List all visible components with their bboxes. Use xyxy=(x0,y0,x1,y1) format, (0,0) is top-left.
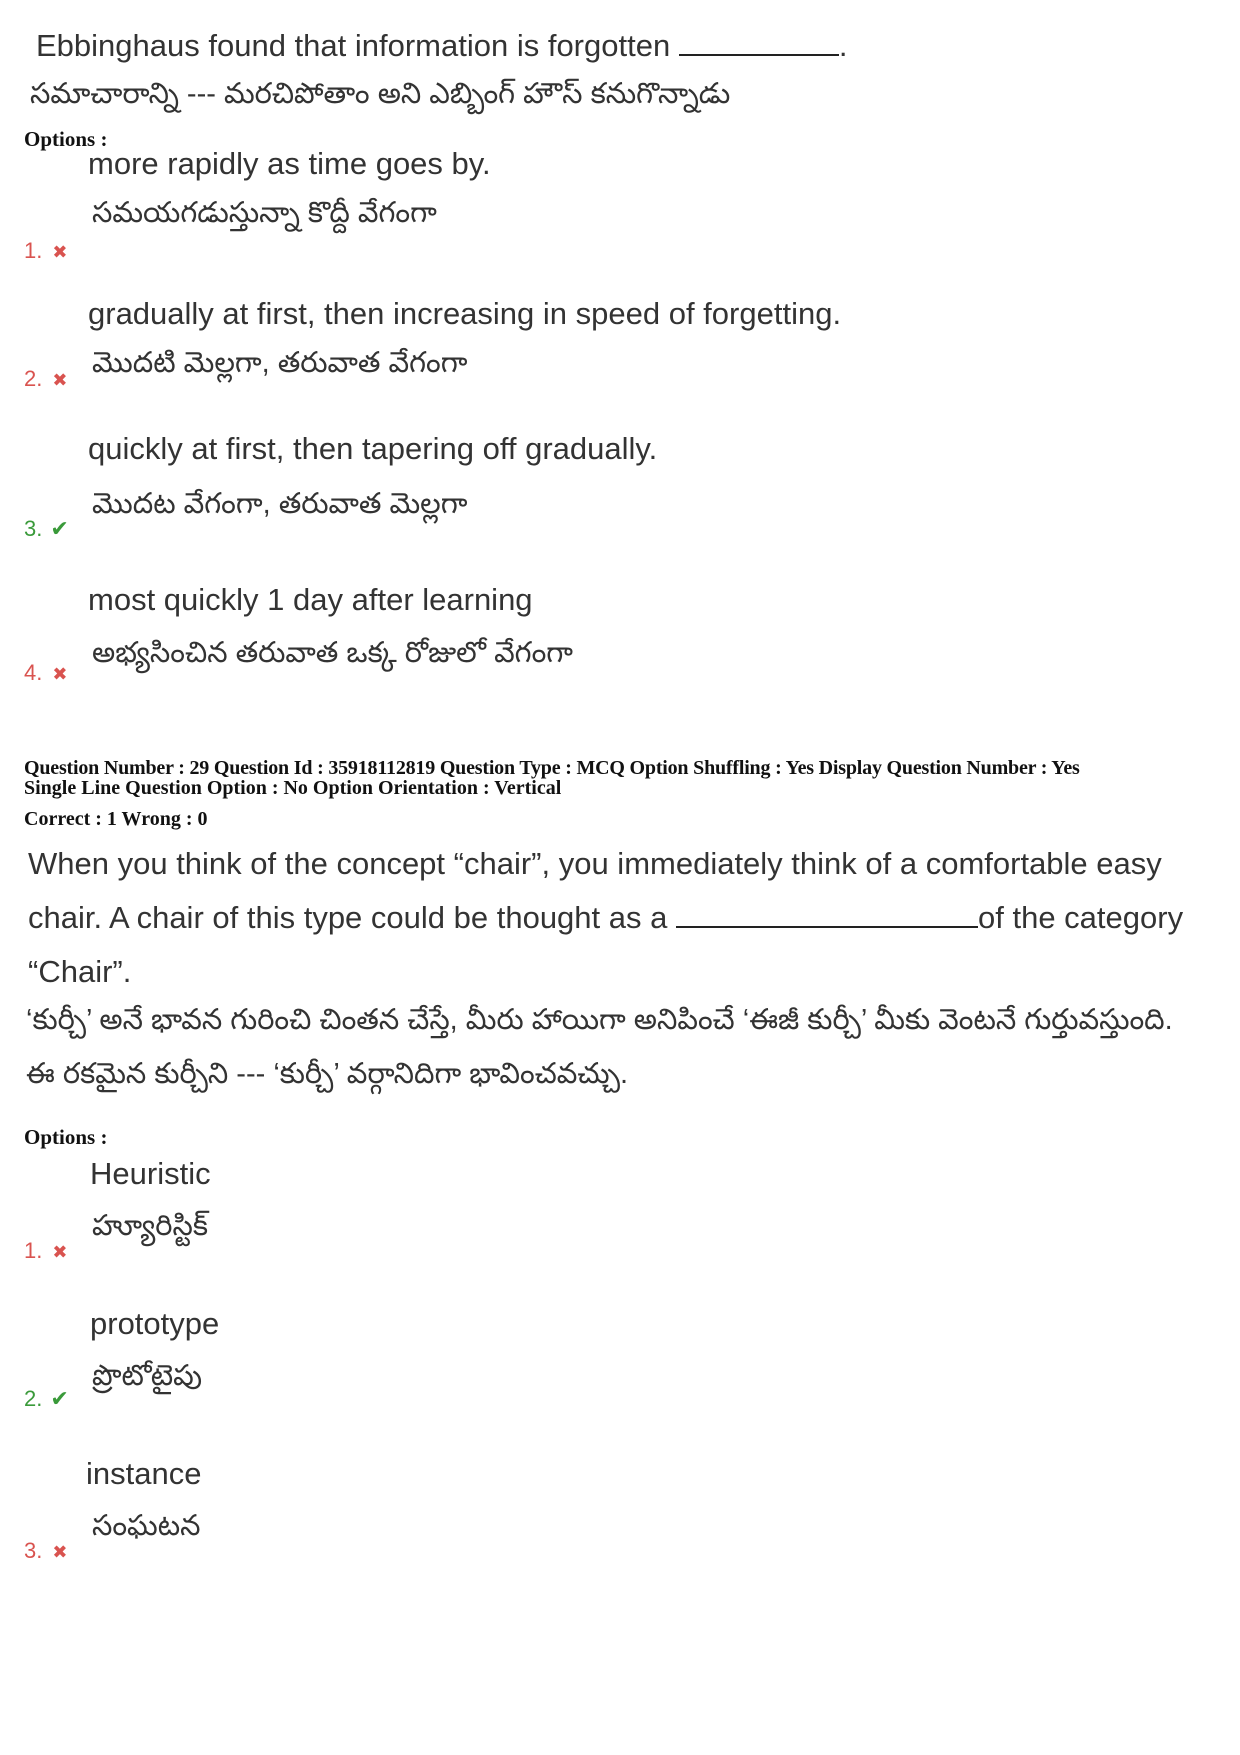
option-number: 2. xyxy=(24,1386,43,1411)
option-2-text-en: prototype xyxy=(90,1306,220,1341)
option-4-status xyxy=(24,660,67,686)
wrong-mark-icon: ✖ xyxy=(52,1242,68,1262)
option-number: 2. xyxy=(24,366,43,391)
options-label: Options : xyxy=(24,127,108,151)
question-29-stem-en-line3: “Chair”. xyxy=(28,954,132,989)
check-mark-icon: ✔ xyxy=(50,516,69,541)
option-3-text-te: మొదట వేగంగా, తరువాత మెల్లగా xyxy=(92,488,468,520)
option-1-status xyxy=(24,1238,67,1264)
option-3-text-en: instance xyxy=(86,1456,202,1491)
question-29-marks: Correct : 1 Wrong : 0 xyxy=(24,808,208,830)
option-2-text-te: ప్రొటోటైపు xyxy=(92,1360,203,1392)
wrong-mark-icon: ✖ xyxy=(52,664,68,684)
option-3-text-en: quickly at first, then tapering off gradually. xyxy=(88,431,658,466)
option-1-text-en: more rapidly as time goes by. xyxy=(88,146,491,181)
option-4-text-en: most quickly 1 day after learning xyxy=(88,582,533,617)
option-4-text-te: అభ్యసించిన తరువాత ఒక్క రోజులో వేగంగా xyxy=(92,637,574,669)
option-number: 4. xyxy=(24,660,43,685)
option-1-status xyxy=(24,238,67,264)
wrong-mark-icon: ✖ xyxy=(52,1542,68,1562)
option-1-text-te: సమయగడుస్తున్నా కొద్దీ వేగంగా xyxy=(92,197,437,229)
option-3-status xyxy=(24,1538,67,1564)
question-29-stem-en-line2: chair. A chair of this type could be thought as a of the category xyxy=(28,900,1184,935)
option-2-status xyxy=(24,1386,69,1412)
option-number: 3. xyxy=(24,516,43,541)
wrong-mark-icon: ✖ xyxy=(52,242,68,262)
options-label: Options : xyxy=(24,1125,108,1149)
option-number: 1. xyxy=(24,238,43,263)
option-1-text-en: Heuristic xyxy=(90,1156,211,1191)
question-29-stem-en-line1: When you think of the concept “chair”, you immediately think of a comfortable easy xyxy=(28,846,1162,881)
answer-blank xyxy=(679,30,839,56)
question-29-meta-line2: Single Line Question Option : No Option Orientation : Vertical xyxy=(24,777,562,799)
question-29-meta-line1: Question Number : 29 Question Id : 35918112819 Question Type : MCQ Option Shuffling : Yes Display Question Number : Yes xyxy=(24,757,1080,779)
option-number: 3. xyxy=(24,1538,43,1563)
option-2-status xyxy=(24,366,67,392)
answer-blank xyxy=(676,902,978,928)
option-1-text-te: హ్యూరిస్టిక్ xyxy=(92,1210,209,1242)
option-3-text-te: సంఘటన xyxy=(92,1510,201,1542)
check-mark-icon: ✔ xyxy=(50,1386,69,1411)
option-number: 1. xyxy=(24,1238,43,1263)
question-29-stem-te-line2: ఈ రకమైన కుర్చీని --- ‘కుర్చీ’ వర్గానిదిగా భావించవచ్చు. xyxy=(26,1058,629,1090)
option-2-text-en: gradually at first, then increasing in speed of forgetting. xyxy=(88,296,842,331)
question-29-stem-te-line1: ‘కుర్చీ’ అనే భావన గురించి చింతన చేస్తే, మీరు హాయిగా అనిపించే ‘ఈజీ కుర్చీ’ మీకు వెంటనే గుర్తువస్తుంది. xyxy=(26,1004,1173,1036)
wrong-mark-icon: ✖ xyxy=(52,370,68,390)
option-3-status xyxy=(24,516,69,542)
option-2-text-te: మొదటి మెల్లగా, తరువాత వేగంగా xyxy=(92,347,468,379)
question-28-stem-te: సమాచారాన్ని --- మరచిపోతాం అని ఎబ్బింగ్ హౌస్ కనుగొన్నాడు xyxy=(30,78,731,110)
question-28-stem-en: Ebbinghaus found that information is forgotten . xyxy=(36,28,848,63)
